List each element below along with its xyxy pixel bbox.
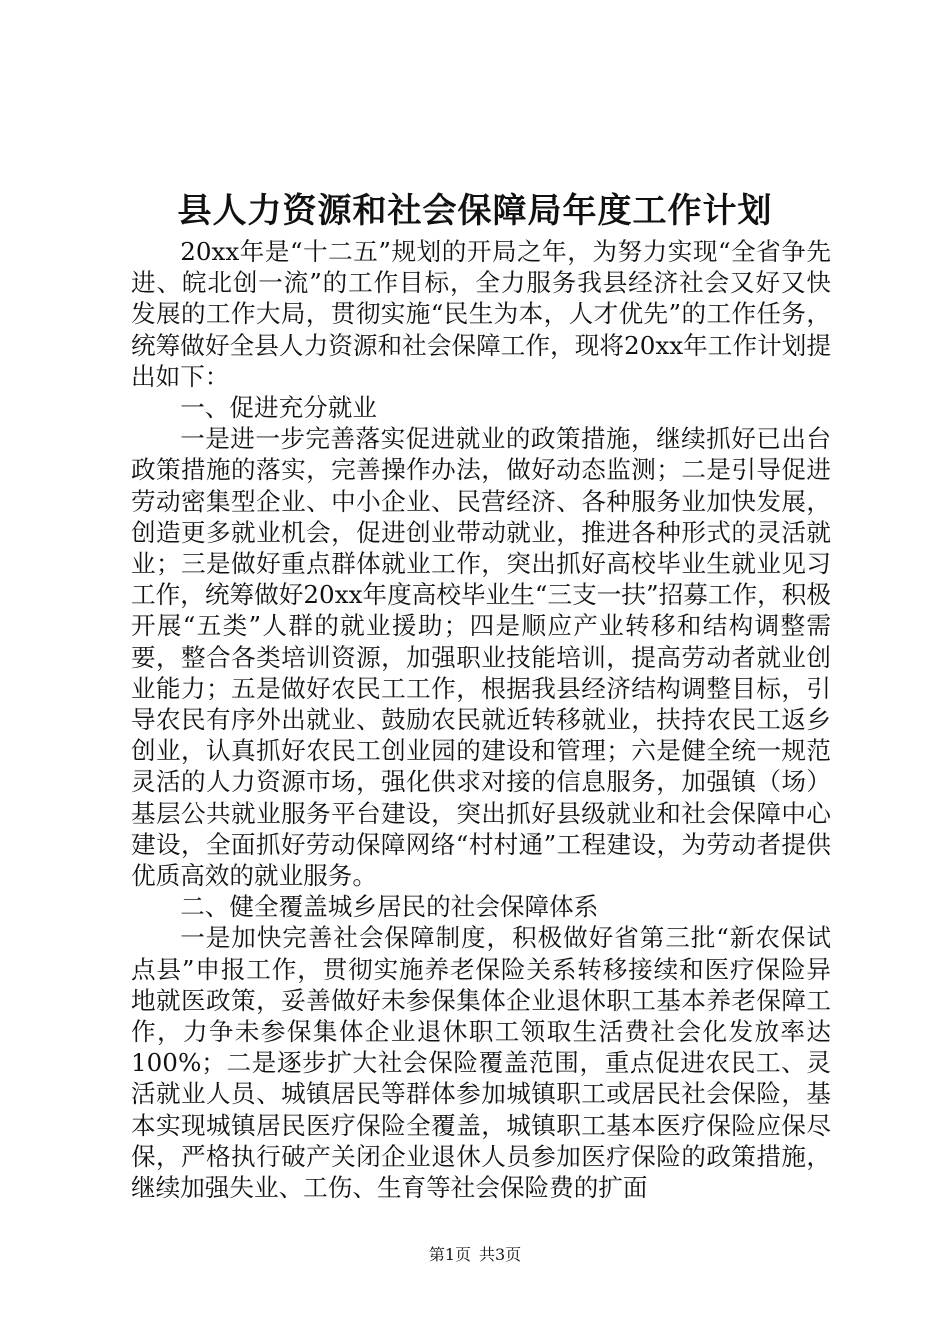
document-body (131, 236, 831, 1203)
page-total: 共3页 (479, 1245, 522, 1264)
page-footer (0, 1244, 950, 1266)
employment-paragraph: 一是进一步完善落实促进就业的政策措施，继续抓好已出台政策措施的落实，完善操作办法，做好动态监测；二是引导促进劳动密集型企业、中小企业、民营经济、各种服务业加快发展，创造更多就业机会，促进创业带动就业，推进各种形式的灵活就业；三是做好重点群体就业工作，突出抓好高校毕业生就业见习工作，统筹做好20xx年度高校毕业生“三支一扶”招募工作，积极开展“五类”人群的就业援助；四是顺应产业转移和结构调整需要，整合各类培训资源，加强职业技能培训，提高劳动者就业创业能力；五是做好农民工工作，根据我县经济结构调整目标，引导农民有序外出就业、鼓励农民就近转移就业，扶持农民工返乡创业，认真抓好农民工创业园的建设和管理；六是健全统一规范灵活的人力资源市场，强化供求对接的信息服务，加强镇（场）基层公共就业服务平台建设，突出抓好县级就业和社会保障中心建设，全面抓好劳动保障网络“村村通”工程建设，为劳动者提供优质高效的就业服务。 (131, 424, 831, 891)
page-number: 第1页 (428, 1245, 471, 1264)
intro-paragraph: 20xx年是“十二五”规划的开局之年，为努力实现“全省争先进、皖北创一流”的工作目标，全力服务我县经济社会又好又快发展的工作大局，贯彻实施“民生为本，人才优先”的工作任务，统筹做好全县人力资源和社会保障工作，现将20xx年工作计划提出如下： (131, 237, 831, 391)
document-title: 县人力资源和社会保障局年度工作计划 (177, 191, 773, 231)
social-security-paragraph: 一是加快完善社会保障制度，积极做好省第三批“新农保试点县”申报工作，贯彻实施养老保险关系转移接续和医疗保险异地就医政策，妥善做好未参保集体企业退休职工基本养老保障工作，力争未参保集体企业退休职工领取生活费社会化发放率达100%；二是逐步扩大社会保险覆盖范围，重点促进农民工、灵活就业人员、城镇居民等群体参加城镇职工或居民社会保险，基本实现城镇居民医疗保险全覆盖，城镇职工基本医疗保险应保尽保，严格执行破产关闭企业退休人员参加医疗保险的政策措施，继续加强失业、工伤、生育等社会保险费的扩面 (131, 923, 831, 1203)
section-heading-employment: 一、促进充分就业 (180, 393, 377, 423)
section-heading-social-security: 二、健全覆盖城乡居民的社会保障体系 (180, 892, 599, 922)
